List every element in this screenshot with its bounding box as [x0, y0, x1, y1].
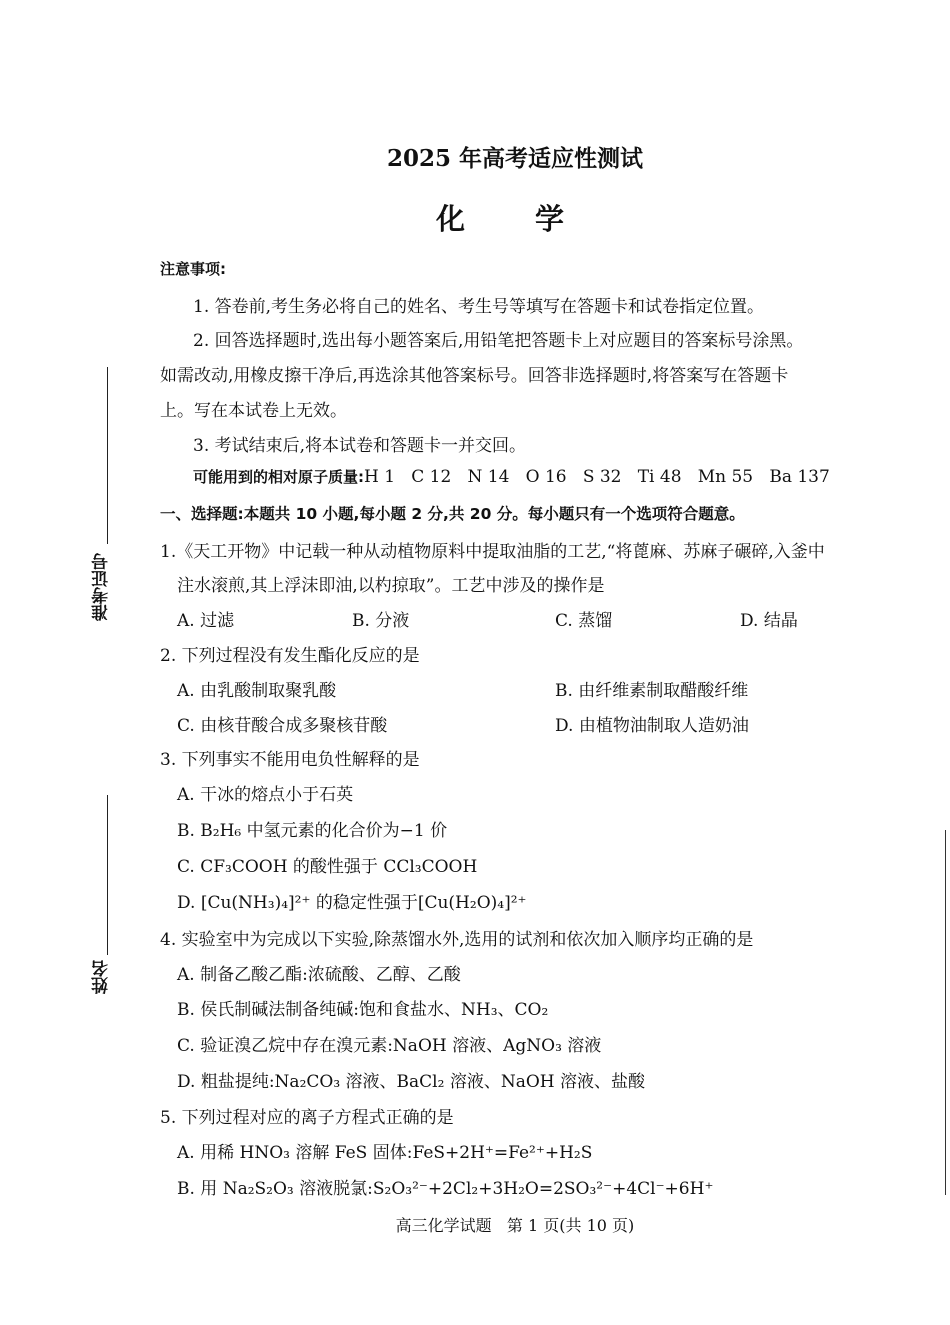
q4-option-c: C. 验证溴乙烷中存在溴元素:NaOH 溶液、AgNO₃ 溶液: [177, 1036, 602, 1056]
id-number-line: [107, 367, 108, 544]
q4-stem: 4. 实验室中为完成以下实验,除蒸馏水外,选用的试剂和依次加入顺序均正确的是: [160, 930, 754, 950]
q2-option-b: B. 由纤维素制取醋酸纤维: [555, 681, 749, 701]
q3-option-d: D. [Cu(NH₃)₄]²⁺ 的稳定性强于[Cu(H₂O)₄]²⁺: [177, 893, 527, 913]
q3-option-c: C. CF₃COOH 的酸性强于 CCl₃COOH: [177, 857, 478, 877]
notice-item-2-end: 上。写在本试卷上无效。: [160, 401, 347, 421]
notice-heading: 注意事项:: [160, 260, 226, 278]
q1-stem-line2: 注水滚煎,其上浮沫即油,以杓掠取”。工艺中涉及的操作是: [177, 576, 605, 596]
q1-option-b: B. 分液: [352, 611, 410, 631]
q1-option-d: D. 结晶: [740, 611, 798, 631]
atomic-mass-values: H 1 C 12 N 14 O 16 S 32 Ti 48 Mn 55 Ba 137: [364, 467, 830, 487]
q4-option-b: B. 侯氏制碱法制备纯碱:饱和食盐水、NH₃、CO₂: [177, 1000, 549, 1020]
exam-subject: 化 学: [435, 202, 595, 236]
q2-option-d: D. 由植物油制取人造奶油: [555, 716, 749, 736]
q2-stem: 2. 下列过程没有发生酯化反应的是: [160, 646, 420, 666]
q3-option-a: A. 干冰的熔点小于石英: [177, 785, 354, 805]
exam-title: 2025 年高考适应性测试: [386, 145, 644, 172]
q5-stem: 5. 下列过程对应的离子方程式正确的是: [160, 1108, 454, 1128]
q2-option-c: C. 由核苷酸合成多聚核苷酸: [177, 716, 388, 736]
q5-option-b: B. 用 Na₂S₂O₃ 溶液脱氯:S₂O₃²⁻+2Cl₂+3H₂O=2SO₃²⁻+4Cl⁻+6H⁺: [177, 1179, 714, 1199]
page-footer: 高三化学试题 第 1 页(共 10 页): [395, 1216, 635, 1235]
notice-item-2-cont: 如需改动,用橡皮擦干净后,再选涂其他答案标号。回答非选择题时,将答案写在答题卡: [160, 366, 789, 386]
q1-option-c: C. 蒸馏: [555, 611, 613, 631]
q2-option-a: A. 由乳酸制取聚乳酸: [177, 681, 337, 701]
atomic-mass-label: 可能用到的相对原子质量:: [193, 468, 364, 486]
q4-option-a: A. 制备乙酸乙酯:浓硫酸、乙醇、乙酸: [177, 965, 461, 985]
notice-item-3: 3. 考试结束后,将本试卷和答题卡一并交回。: [193, 436, 527, 456]
name-line: [107, 795, 108, 955]
q3-stem: 3. 下列事实不能用电负性解释的是: [160, 750, 420, 770]
q4-option-d: D. 粗盐提纯:Na₂CO₃ 溶液、BaCl₂ 溶液、NaOH 溶液、盐酸: [177, 1072, 646, 1092]
notice-item-1: 1. 答卷前,考生务必将自己的姓名、考生号等填写在答题卡和试卷指定位置。: [193, 297, 765, 317]
section-heading: 一、选择题:本题共 10 小题,每小题 2 分,共 20 分。每小题只有一个选项符合题意。: [160, 505, 745, 523]
id-number-label: 准考证号: [92, 553, 112, 621]
notice-item-2: 2. 回答选择题时,选出每小题答案后,用铅笔把答题卡上对应题目的答案标号涂黑。: [193, 331, 804, 351]
q1-stem-line1: 1.《天工开物》中记载一种从动植物原料中提取油脂的工艺,“将蓖麻、苏麻子碾碎,入釜中: [160, 542, 825, 562]
q5-option-a: A. 用稀 HNO₃ 溶解 FeS 固体:FeS+2H⁺=Fe²⁺+H₂S: [177, 1143, 593, 1163]
name-label: 姓名: [92, 960, 112, 994]
page-right-border: [945, 830, 946, 1195]
atomic-mass-line: [193, 466, 830, 487]
q3-option-b: B. B₂H₆ 中氢元素的化合价为−1 价: [177, 821, 448, 841]
q1-option-a: A. 过滤: [177, 611, 235, 631]
